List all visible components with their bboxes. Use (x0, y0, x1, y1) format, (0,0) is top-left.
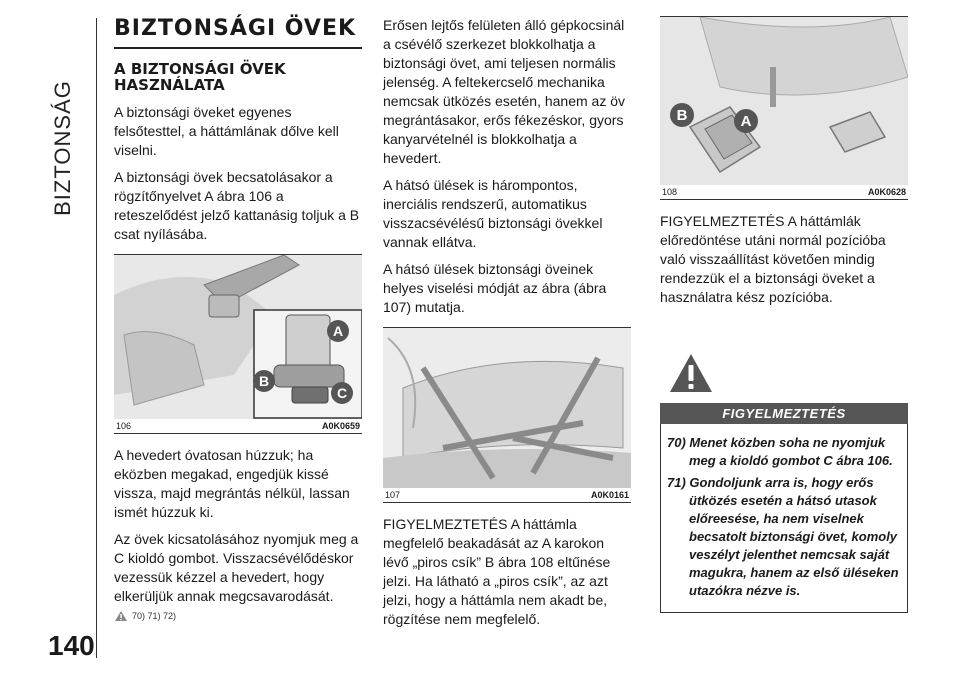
page-title: BIZTONSÁGI ÖVEK (114, 16, 362, 49)
figure-107-image (383, 328, 631, 488)
paragraph: Az övek kicsatolásához nyomjuk meg a C kioldó gombot. Visszacsévélődéskor vezessük kézzel a hevedert, hogy elkerüljük annak megcsavarodását. (114, 531, 359, 604)
paragraph: A hátsó ülések is hárompontos, inerciális rendszerű, automatikus visszacsévélésű biztonsági övekkel vannak ellátva. (383, 177, 603, 250)
figure-code: A0K0659 (321, 421, 360, 431)
paragraph: Erősen lejtős felületen álló gépkocsinál a csévélő szerkezet blokkolhatja a biztonsági övet, ami teljesen normális jelenség. A feltekercselő mechanika nemcsak ütközés esetén, hanem az öv megrántásakor, erős fékezéskor, gyors kanyarvételnél is blokkolhatja a hevedert. (383, 17, 626, 166)
paragraph: FIGYELMEZTETÉS A háttámla megfelelő beakadását az A karokon lévő „piros csík” B ábra 108 eltűnése jelzi. Ha látható a „piros csík”, az azt jelzi, hogy a háttámla nem akadt be, rögzítése nem megfelelő. (383, 516, 611, 627)
label-c: C (336, 385, 348, 401)
label-a: A (332, 323, 344, 339)
section-label: BIZTONSÁG (50, 80, 75, 216)
figure-106-image (114, 255, 362, 419)
figure-106 (114, 254, 362, 434)
figure-number: 106 (116, 421, 132, 431)
warning-item: 71) Gondoljunk arra is, hogy erős ütközés esetén a hátsó utasok előreesése, ha nem viselnek becsatolt biztonsági övet, komoly veszélyt jelenthet nemcsak saját magukra, hanem az első üléseken utazókra nézve is. (667, 475, 899, 598)
section-divider (96, 18, 97, 658)
warning-triangle-icon (668, 352, 714, 394)
figure-code: A0K0161 (590, 490, 629, 500)
figure-number: 107 (385, 490, 401, 500)
label-b: B (258, 373, 270, 389)
label-a: A (740, 113, 752, 130)
paragraph: FIGYELMEZTETÉS A háttámlák előredöntése utáni normál pozícióba való visszaállítást követően mindig rendezzük el a biztonsági öveket a használatra kész pozícióba. (660, 213, 886, 305)
label-b: B (676, 107, 688, 124)
paragraph: A biztonsági öveket egyenes felsőtesttel, a háttámlának dőlve kell viselni. (114, 104, 339, 158)
figure-108-image (660, 17, 908, 185)
column-2 (383, 16, 631, 637)
figure-number: 108 (662, 187, 678, 197)
figure-108 (660, 16, 908, 200)
warning-block (660, 352, 908, 613)
warning-item: 70) Menet közben soha ne nyomjuk meg a kioldó gombot C ábra 106. (667, 435, 893, 468)
warning-small-icon (114, 610, 128, 622)
column-3 (660, 16, 908, 315)
page-number: 140 (48, 630, 95, 661)
warning-content (660, 424, 908, 613)
paragraph: A hátsó ülések biztonsági öveinek helyes viselési módját az ábra (ábra 107) mutatja. (383, 261, 607, 315)
warning-heading: FIGYELMEZTETÉS (660, 403, 908, 424)
section-subtitle: A BIZTONSÁGI ÖVEK HASZNÁLATA (114, 60, 286, 94)
paragraph: A biztonsági övek becsatolásakor a rögzítőnyelvet A ábra 106 a reteszelődést jelző kattanásig toljuk a B csat nyílásába. (114, 169, 360, 242)
figure-code: A0K0628 (867, 187, 906, 197)
figure-107 (383, 327, 631, 503)
column-1 (114, 16, 362, 622)
paragraph: A hevedert óvatosan húzzuk; ha eközben megakad, engedjük kissé vissza, majd megrántás nélkül, lassan ismét húzzuk ki. (114, 447, 350, 520)
note-reference: 70) 71) 72) (114, 610, 362, 622)
